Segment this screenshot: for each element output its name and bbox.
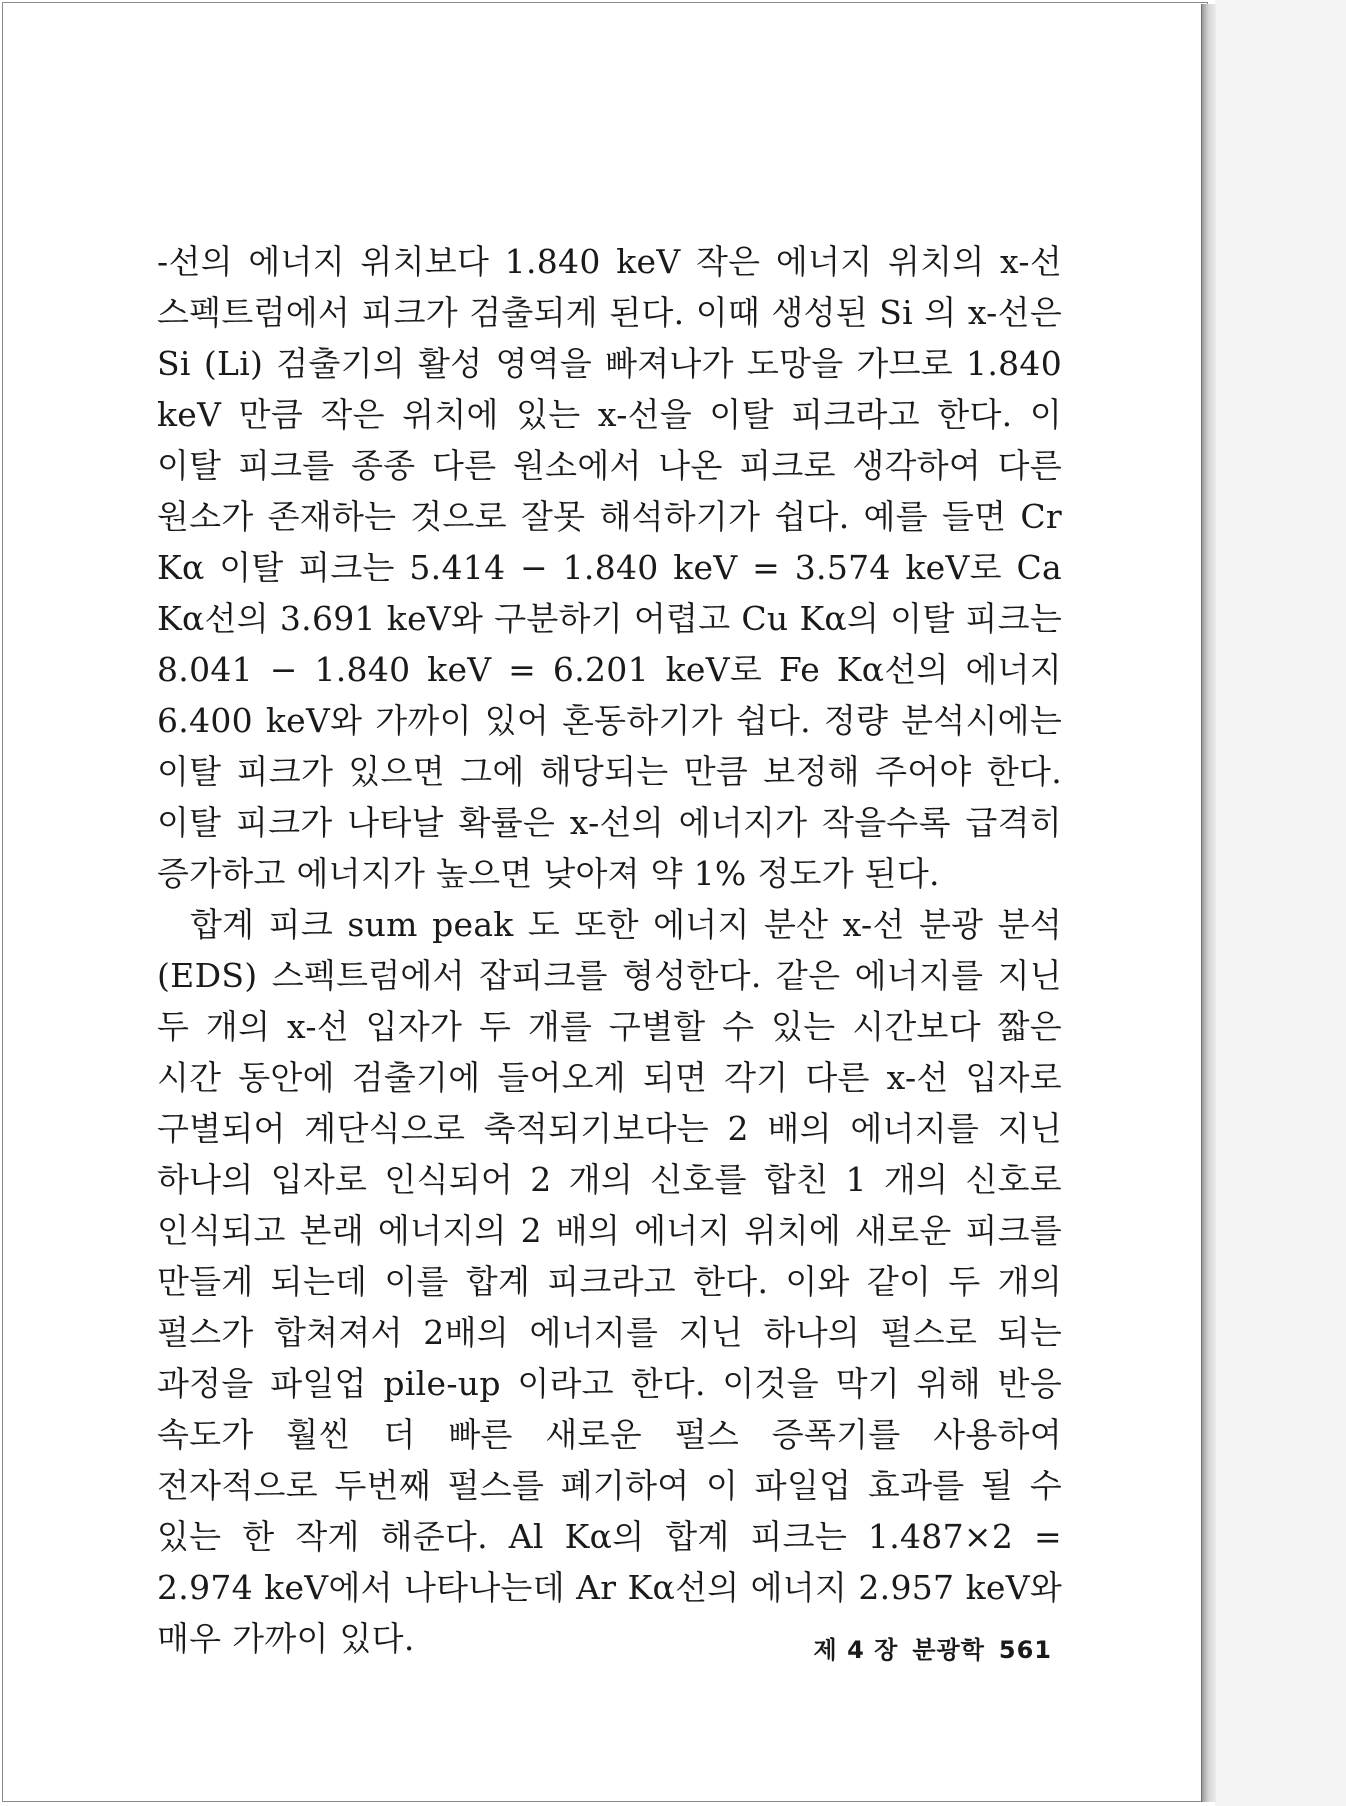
chapter-label: 제 4 장 xyxy=(813,1636,899,1664)
section-title: 분광학 xyxy=(912,1636,985,1664)
paragraph-escape-peak: -선의 에너지 위치보다 1.840 keV 작은 에너지 위치의 x-선 스펙트럼에서 피크가 검출되게 된다. 이때 생성된 Si 의 x-선은 Si (Li) 검출기의 활성 영역을 빠져나가 도망을 가므로 1.840 keV 만큼 작은 위치에 있는 x-선을 이탈 피크라고 한다. 이 이탈 피크를 종종 다른 원소에서 나온 피크로 생각하여 다른 원소가 존재하는 것으로 잘못 해석하기가 쉽다. 예를 들면 Cr Kα 이탈 피크는 5.414 − 1.840 keV = 3.574 keV로 Ca Kα선의 3.691 keV와 구분하기 어렵고 Cu Kα의 이탈 피크는 8.041 − 1.840 keV = 6.201 keV로 Fe Kα선의 에너지 6.400 keV와 가까이 있어 혼동하기가 쉽다. 정량 분석시에는 이탈 피크가 있으면 그에 해당되는 만큼 보정해 주어야 한다. 이탈 피크가 나타날 확률은 x-선의 에너지가 작을수록 급격히 증가하고 에너지가 높으면 낮아져 약 1% 정도가 된다. xyxy=(157,242,1062,893)
body-text xyxy=(157,236,1062,1664)
paragraph-sum-peak: 합계 피크 sum peak 도 또한 에너지 분산 x-선 분광 분석(EDS) 스펙트럼에서 잡피크를 형성한다. 같은 에너지를 지닌 두 개의 x-선 입자가 두 개를 구별할 수 있는 시간보다 짧은 시간 동안에 검출기에 들어오게 되면 각기 다른 x-선 입자로 구별되어 계단식으로 축적되기보다는 2 배의 에너지를 지닌 하나의 입자로 인식되어 2 개의 신호를 합친 1 개의 신호로 인식되고 본래 에너지의 2 배의 에너지 위치에 새로운 피크를 만들게 되는데 이를 합계 피크라고 한다. 이와 같이 두 개의 펄스가 합쳐져서 2배의 에너지를 지닌 하나의 펄스로 되는 과정을 파일업 pile-up 이라고 한다. 이것을 막기 위해 반응 속도가 훨씬 더 빠른 새로운 펄스 증폭기를 사용하여 전자적으로 두번째 펄스를 폐기하여 이 파일업 효과를 될 수 있는 한 작게 해준다. Al Kα의 합계 피크는 1.487×2 = 2.974 keV에서 나타나는데 Ar Kα선의 에너지 2.957 keV와 매우 가까이 있다. xyxy=(157,905,1062,1658)
running-footer xyxy=(700,1630,1052,1665)
page-number: 561 xyxy=(998,1636,1052,1664)
background-margin xyxy=(1215,0,1346,1806)
page-edge xyxy=(1201,4,1216,1802)
